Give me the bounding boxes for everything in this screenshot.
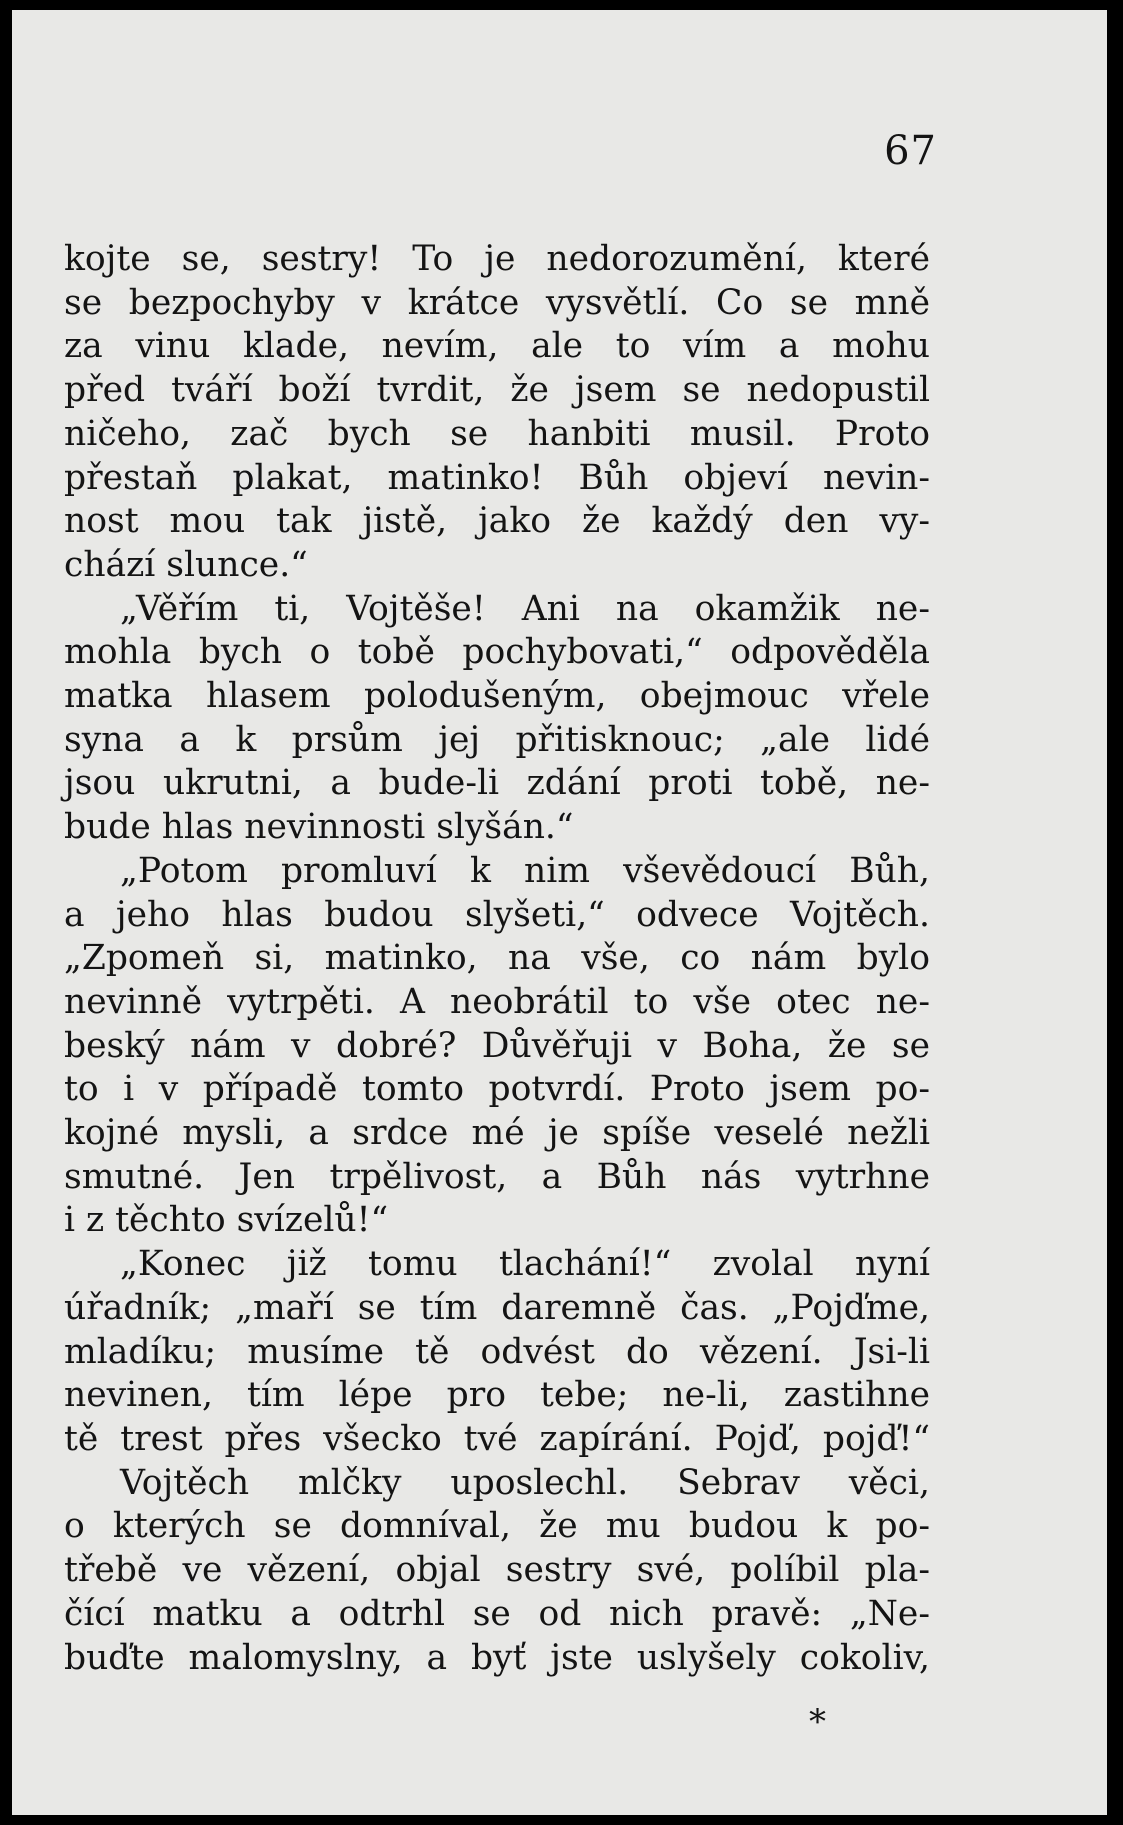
text-line: smutné. Jen trpělivost, a Bůh nás vytrhne <box>64 1156 930 1197</box>
text-line: se bezpochyby v krátce vysvětlí. Co se mně <box>64 282 930 323</box>
text-line: kojné mysli, a srdce mé je spíše veselé nežli <box>64 1113 930 1154</box>
text-line: „Potom promluví k nim vševědoucí Bůh, <box>120 850 930 891</box>
text-line: nevinně vytrpěti. A neobrátil to vše otec ne- <box>64 981 930 1022</box>
text-line: jsou ukrutni, a bude-li zdání proti tobě, ne- <box>64 763 930 804</box>
text-line: kojte se, sestry! To je nedorozumění, které <box>64 239 930 279</box>
text-line: „Konec již tomu tlachání!“ zvolal nyní <box>120 1244 930 1285</box>
body-text <box>64 238 930 1680</box>
text-line: třebě ve vězení, objal sestry své, políbil pla- <box>64 1550 930 1591</box>
text-line: buďte malomyslny, a byť jste uslyšely cokoliv, <box>64 1637 930 1678</box>
text-line: před tváří boží tvrdit, že jsem se nedopustil <box>64 370 930 411</box>
page-number: 67 <box>884 128 937 174</box>
text-line: přestaň plakat, matinko! Bůh objeví nevin- <box>64 457 930 498</box>
text-line: ničeho, zač bych se hanbiti musil. Proto <box>64 413 930 454</box>
text-line: matka hlasem polodušeným, obejmouc vřele <box>64 676 930 717</box>
text-line: bude hlas nevinnosti slyšán.“ <box>64 807 574 848</box>
signature-mark: * <box>809 1702 826 1742</box>
text-line: a jeho hlas budou slyšeti,“ odvece Vojtěch. <box>64 894 930 935</box>
text-line: syna a k prsům jej přitisknouc; „ale lidé <box>64 719 930 760</box>
text-line: o kterých se domníval, že mu budou k po- <box>64 1506 930 1547</box>
text-line: tě trest přes všecko tvé zapírání. Pojď, pojď!“ <box>64 1418 930 1459</box>
text-line: nevinen, tím lépe pro tebe; ne-li, zastihne <box>64 1375 930 1416</box>
text-line: „Zpomeň si, matinko, na vše, co nám bylo <box>64 938 930 979</box>
text-line: beský nám v dobré? Důvěřuji v Boha, že se <box>64 1025 930 1066</box>
text-line: čící matku a odtrhl se od nich pravě: „Ne- <box>64 1593 930 1634</box>
book-page <box>12 10 1107 1815</box>
text-line: „Věřím ti, Vojtěše! Ani na okamžik ne- <box>120 588 930 629</box>
text-line: chází slunce.“ <box>64 544 308 585</box>
text-line: to i v případě tomto potvrdí. Proto jsem po- <box>64 1069 930 1110</box>
text-line: mladíku; musíme tě odvést do vězení. Jsi-li <box>64 1331 930 1372</box>
text-line: nost mou tak jistě, jako že každý den vy- <box>64 501 930 542</box>
text-line: mohla bych o tobě pochybovati,“ odpověděla <box>64 632 930 673</box>
text-line: Vojtěch mlčky uposlechl. Sebrav věci, <box>120 1462 930 1503</box>
text-line: i z těchto svízelů!“ <box>64 1200 389 1241</box>
text-line: za vinu klade, nevím, ale to vím a mohu <box>64 326 930 367</box>
text-line: úřadník; „maří se tím daremně čas. „Pojďme, <box>64 1287 930 1328</box>
